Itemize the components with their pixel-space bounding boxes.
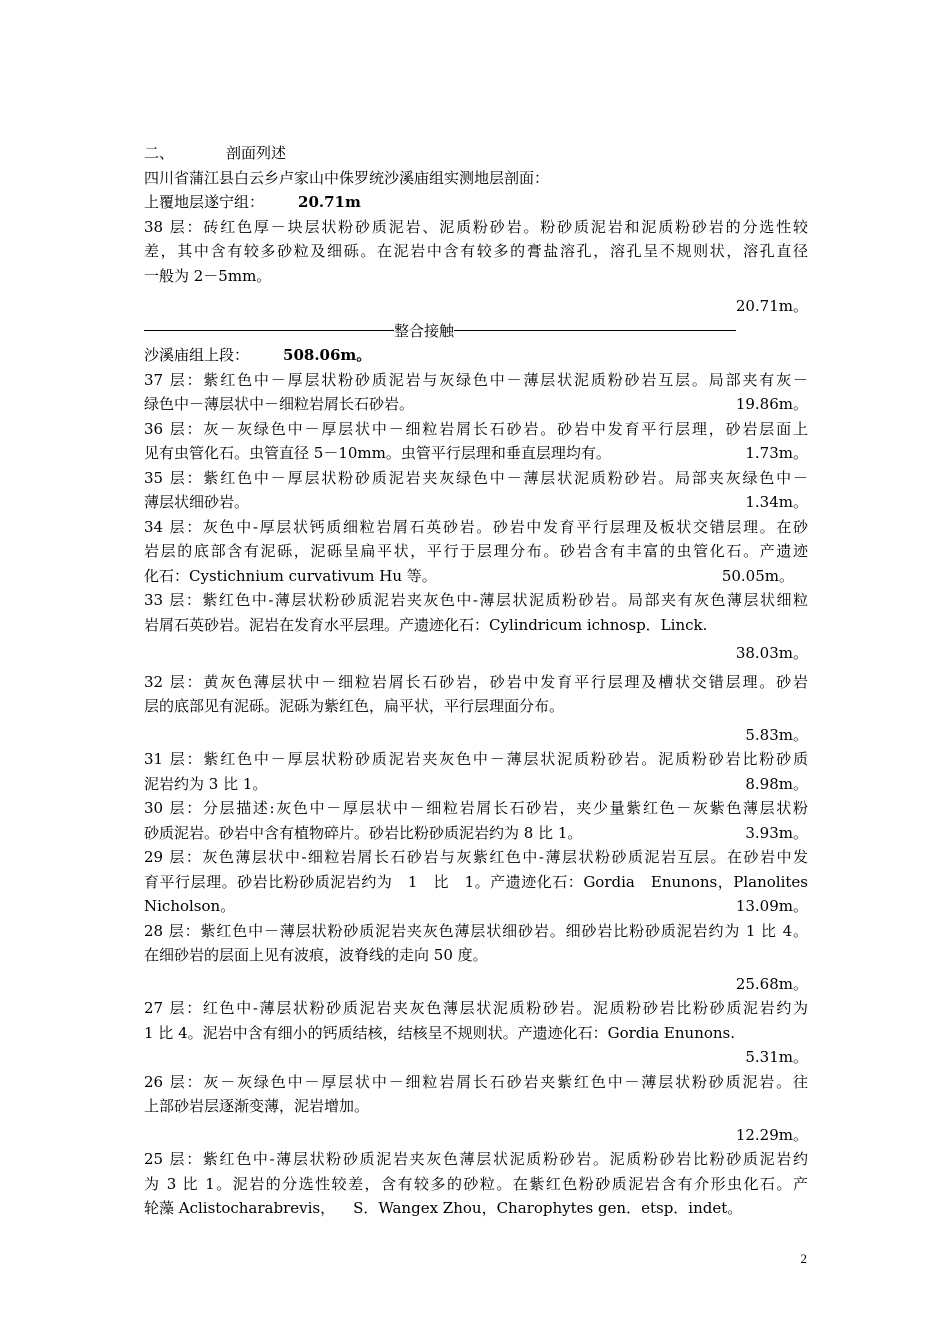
document-body xyxy=(144,141,808,1221)
layer-30-line1: 30 层：分层描述:灰色中－厚层状中－细粒岩屑长石砂岩，夹少量紫红色－灰紫色薄层状粉 xyxy=(144,799,808,817)
layer-33-line1: 33 层：紫红色中-薄层状粉砂质泥岩夹灰色中-薄层状泥质粉砂岩。局部夹有灰色薄层状细粒 xyxy=(144,591,808,609)
layer-37-thickness: 19.86m。 xyxy=(735,395,808,413)
section-heading xyxy=(144,141,808,166)
layer-34-line2: 岩层的底部含有泥砾，泥砾呈扁平状，平行于层理分布。砂岩含有丰富的虫管化石。产遗迹 xyxy=(144,542,808,560)
layer-35-line2: 薄层状细砂岩。 xyxy=(144,493,250,511)
layer-32-thickness: 5.83m。 xyxy=(745,725,808,744)
layer-25-line1: 25 层：紫红色中-薄层状粉砂质泥岩夹灰色薄层状泥质粉砂岩。泥质粉砂岩比粉砂质泥岩约 xyxy=(144,1150,808,1168)
layer-27-line1: 27 层：红色中-薄层状粉砂质泥岩夹灰色薄层状泥质粉砂岩。泥质粉砂岩比粉砂质泥岩约为 xyxy=(144,999,808,1017)
layer-26-line1: 26 层：灰－灰绿色中－厚层状中－细粒岩屑长石砂岩夹紫红色中－薄层状粉砂质泥岩。往 xyxy=(144,1072,808,1091)
upper-member-label: 沙溪庙组上段： xyxy=(144,346,250,364)
overlying-label: 上覆地层遂宁组： xyxy=(144,193,265,211)
layer-35-thickness: 1.34m。 xyxy=(745,493,808,511)
layer-36-thickness: 1.73m。 xyxy=(745,444,808,462)
layer-34-line3: 化石：Cystichnium curvativum Hu 等。 xyxy=(144,566,437,585)
layer-31-thickness: 8.98m。 xyxy=(745,774,808,793)
layer-34-thickness: 50.05m。 xyxy=(721,566,794,585)
layer-32-line2: 层的底部见有泥砾。泥砾为紫红色，扁平状，平行层理面分布。 xyxy=(144,697,565,715)
layer-31-line2: 泥岩约为 3 比 1。 xyxy=(144,774,268,793)
layer-38-thickness: 20.71m。 xyxy=(735,297,808,315)
overlying-stratum xyxy=(144,190,808,215)
layer-37-line1: 37 层：紫红色中－厚层状粉砂质泥岩与灰绿色中－薄层状泥质粉砂岩互层。局部夹有灰－ xyxy=(144,370,808,389)
conformable-contact-divider xyxy=(144,319,808,344)
layer-38-line1: 38 层：砖红色厚－块层状粉砂质泥岩、泥质粉砂岩。粉砂质泥岩和泥质粉砂岩的分选性较 xyxy=(144,217,808,236)
layer-38-line3: 一般为 2－5mm。 xyxy=(144,266,272,285)
layer-28-line2: 在细砂岩的层面上见有波痕，波脊线的走向 50 度。 xyxy=(144,946,488,964)
heading-number: 二、 xyxy=(144,144,175,162)
layer-25-line3b: S．Wangex Zhou，Charophytes gen．etsp．indet。 xyxy=(353,1199,743,1217)
section-title: 四川省蒲江县白云乡卢家山中侏罗统沙溪庙组实测地层剖面： xyxy=(144,168,550,187)
layer-26-thickness: 12.29m。 xyxy=(735,1125,808,1144)
upper-member-thickness: 508.06m。 xyxy=(283,346,372,364)
layer-36-line1: 36 层：灰－灰绿色中－厚层状中－细粒岩屑长石砂岩。砂岩中发育平行层理，砂岩层面上 xyxy=(144,419,808,438)
layer-34-line3-row xyxy=(144,564,808,589)
layer-37-line2-row xyxy=(144,392,808,417)
layer-35-line2-row xyxy=(144,490,808,515)
layer-27-thickness: 5.31m。 xyxy=(745,1048,808,1066)
layer-31-line2-row xyxy=(144,772,808,797)
layer-32-line1: 32 层：黄灰色薄层状中－细粒岩屑长石砂岩，砂岩中发育平行层理及槽状交错层理。砂岩 xyxy=(144,672,808,691)
upper-member xyxy=(144,343,808,368)
overlying-thickness: 20.71m xyxy=(298,193,361,211)
layer-25-line3 xyxy=(144,1196,808,1221)
layer-36-line2-row xyxy=(144,441,808,466)
layer-28-line1: 28 层：紫红色中－薄层状粉砂质泥岩夹灰色薄层状细砂岩。细砂岩比粉砂质泥岩约为 1 比 4。 xyxy=(144,921,808,940)
layer-34-line1: 34 层：灰色中-厚层状钙质细粒岩屑石英砂岩。砂岩中发育平行层理及板状交错层理。在砂 xyxy=(144,517,808,536)
layer-33-line2: 岩屑石英砂岩。泥岩在发育水平层理。产遗迹化石：Cylindricum ichnosp．Linck. xyxy=(144,615,708,634)
layer-37-line2: 绿色中－薄层状中－细粒岩屑长石砂岩。 xyxy=(144,395,415,413)
layer-29-line3: Nicholson。 xyxy=(144,897,236,915)
layer-36-line2: 见有虫管化石。虫管直径 5－10mm。虫管平行层理和垂直层理均有。 xyxy=(144,444,611,462)
layer-29-line1: 29 层：灰色薄层状中-细粒岩屑长石砂岩与灰紫红色中-薄层状粉砂质泥岩互层。在砂岩中发 xyxy=(144,848,808,866)
page-number: 2 xyxy=(800,1251,807,1266)
layer-29-line3-row xyxy=(144,894,808,919)
layer-26-line2: 上部砂岩层逐渐变薄，泥岩增加。 xyxy=(144,1097,370,1115)
layer-29-thickness: 13.09m。 xyxy=(735,897,808,915)
layer-38-line2: 差，其中含有较多砂粒及细砾。在泥岩中含有较多的膏盐溶孔，溶孔呈不规则状，溶孔直径 xyxy=(144,242,808,260)
layer-30-line2-row xyxy=(144,821,808,846)
layer-30-line2: 砂质泥岩。砂岩中含有植物碎片。砂岩比粉砂质泥岩约为 8 比 1。 xyxy=(144,823,583,842)
layer-30-thickness: 3.93m。 xyxy=(745,823,808,842)
contact-label: 整合接触 xyxy=(394,321,455,340)
layer-29-line2: 育平行层理。砂岩比粉砂质泥岩约为 1 比 1。产遗迹化石：Gordia Enunons，Planolites xyxy=(144,872,808,891)
layer-31-line1: 31 层：紫红色中－厚层状粉砂质泥岩夹灰色中－薄层状泥质粉砂岩。泥质粉砂岩比粉砂质 xyxy=(144,750,808,768)
layer-25-line2: 为 3 比 1。泥岩的分选性较差，含有较多的砂粒。在紫红色粉砂质泥岩含有介形虫化石。产 xyxy=(144,1174,808,1193)
layer-28-thickness: 25.68m。 xyxy=(735,974,808,993)
heading-title: 剖面列述 xyxy=(226,144,287,162)
layer-35-line1: 35 层：紫红色中－厚层状粉砂质泥岩夹灰绿色中－薄层状泥质粉砂岩。局部夹灰绿色中－ xyxy=(144,468,808,487)
layer-33-thickness: 38.03m。 xyxy=(735,644,808,662)
layer-25-line3a: 轮藻 Aclistocharabrevis， xyxy=(144,1199,336,1217)
layer-27-line2: 1 比 4。泥岩中含有细小的钙质结核，结核呈不规则状。产遗迹化石：Gordia Enunons. xyxy=(144,1023,736,1042)
